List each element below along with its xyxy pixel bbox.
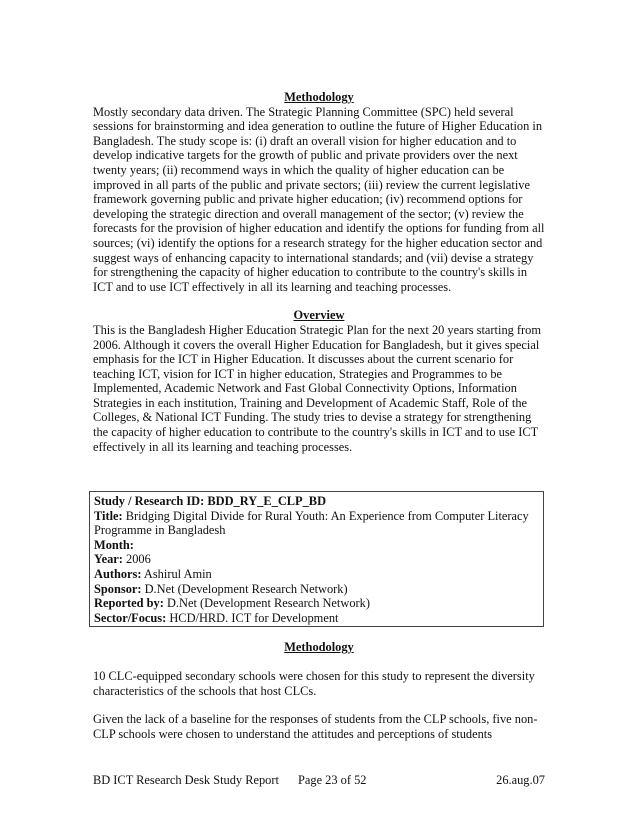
authors-label: Authors: bbox=[94, 566, 142, 581]
footer-report-title: BD ICT Research Desk Study Report bbox=[93, 773, 279, 787]
page-content bbox=[93, 90, 545, 454]
year-value: 2006 bbox=[122, 552, 151, 567]
study-record-box bbox=[89, 491, 544, 627]
authors-row bbox=[94, 567, 539, 582]
month-label: Month: bbox=[94, 537, 134, 552]
sponsor-value: D.Net (Development Research Network) bbox=[141, 581, 348, 596]
authors-value: Ashirul Amin bbox=[141, 566, 212, 581]
year-row bbox=[94, 552, 539, 567]
methodology-paragraph-2b: Given the lack of a baseline for the responses of students from the CLP schools, five non-CLP schools were chosen to understand the attitudes and perceptions of students bbox=[93, 712, 538, 741]
sponsor-row bbox=[94, 582, 539, 597]
month-row bbox=[94, 538, 539, 553]
title-label: Title: bbox=[94, 508, 123, 523]
sponsor-label: Sponsor: bbox=[94, 581, 142, 596]
reported-by-value: D.Net (Development Research Network) bbox=[163, 596, 370, 611]
sector-label: Sector/Focus: bbox=[94, 610, 167, 625]
year-label: Year: bbox=[94, 552, 123, 567]
overview-paragraph: This is the Bangladesh Higher Education Strategic Plan for the next 20 years starting from 2006. Although it covers the overall Higher Education for Bangladesh, but it gives special emphasis for the ICT in Higher Education. It discusses about the current scenario for teaching ICT, vision for ICT in higher education, Strategies and Programmes to be Implemented, Academic Network and Fast Global Connectivity Options, Information Strategies in each institution, Training and Development of Academic Staff, Role of the Colleges, & National ICT Funding. The study tries to devise a strategy for strengthening the capacity of higher education to contribute to the country's skills in ICT and to use ICT effectively in all its learning and teaching processes. bbox=[93, 322, 542, 454]
methodology-paragraph-2a: 10 CLC-equipped secondary schools were chosen for this study to represent the diversity characteristics of the schools that host CLCs. bbox=[93, 669, 535, 698]
reported-by-label: Reported by: bbox=[94, 596, 164, 611]
sector-value: HCD/HRD. ICT for Development bbox=[166, 610, 339, 625]
footer-date: 26.aug.07 bbox=[496, 773, 545, 787]
reported-by-row bbox=[94, 596, 539, 611]
study-id-row bbox=[94, 494, 539, 509]
title-row bbox=[94, 509, 539, 538]
methodology-heading: Methodology bbox=[284, 90, 354, 104]
methodology-heading-2: Methodology bbox=[284, 640, 354, 654]
footer-page-number: Page 23 of 52 bbox=[298, 773, 367, 787]
sector-row bbox=[94, 611, 539, 626]
overview-heading: Overview bbox=[293, 308, 345, 323]
methodology-paragraph: Mostly secondary data driven. The Strategic Planning Committee (SPC) held several sessions for brainstorming and idea generation to outline the future of Higher Education in Bangladesh. The study scope is: (i) draft an overall vision for higher education and to develop indicative targets for the growth of public and private providers over the next twenty years; (ii) recommend ways in which the quality of higher education can be improved in all parts of the public and private sectors; (iii) review the current legislative framework governing public and private higher education; (iv) recommend options for developing the strategic direction and overall management of the sector; (v) review the forecasts for the provision of higher education and identify the options for funding from all sources; (vi) identify the options for a research strategy for the higher education sector and suggest ways of enhancing capacity to international standards; and (vii) devise a strategy for strengthening the capacity of higher education to contribute to the country's skills in ICT and to use ICT effectively in all its learning and teaching processes. bbox=[93, 104, 545, 294]
study-id-label: Study / Research ID: BDD_RY_E_CLP_BD bbox=[94, 494, 327, 508]
title-value: Bridging Digital Divide for Rural Youth: An Experience from Computer Literacy Programme in Bangladesh bbox=[94, 508, 529, 538]
